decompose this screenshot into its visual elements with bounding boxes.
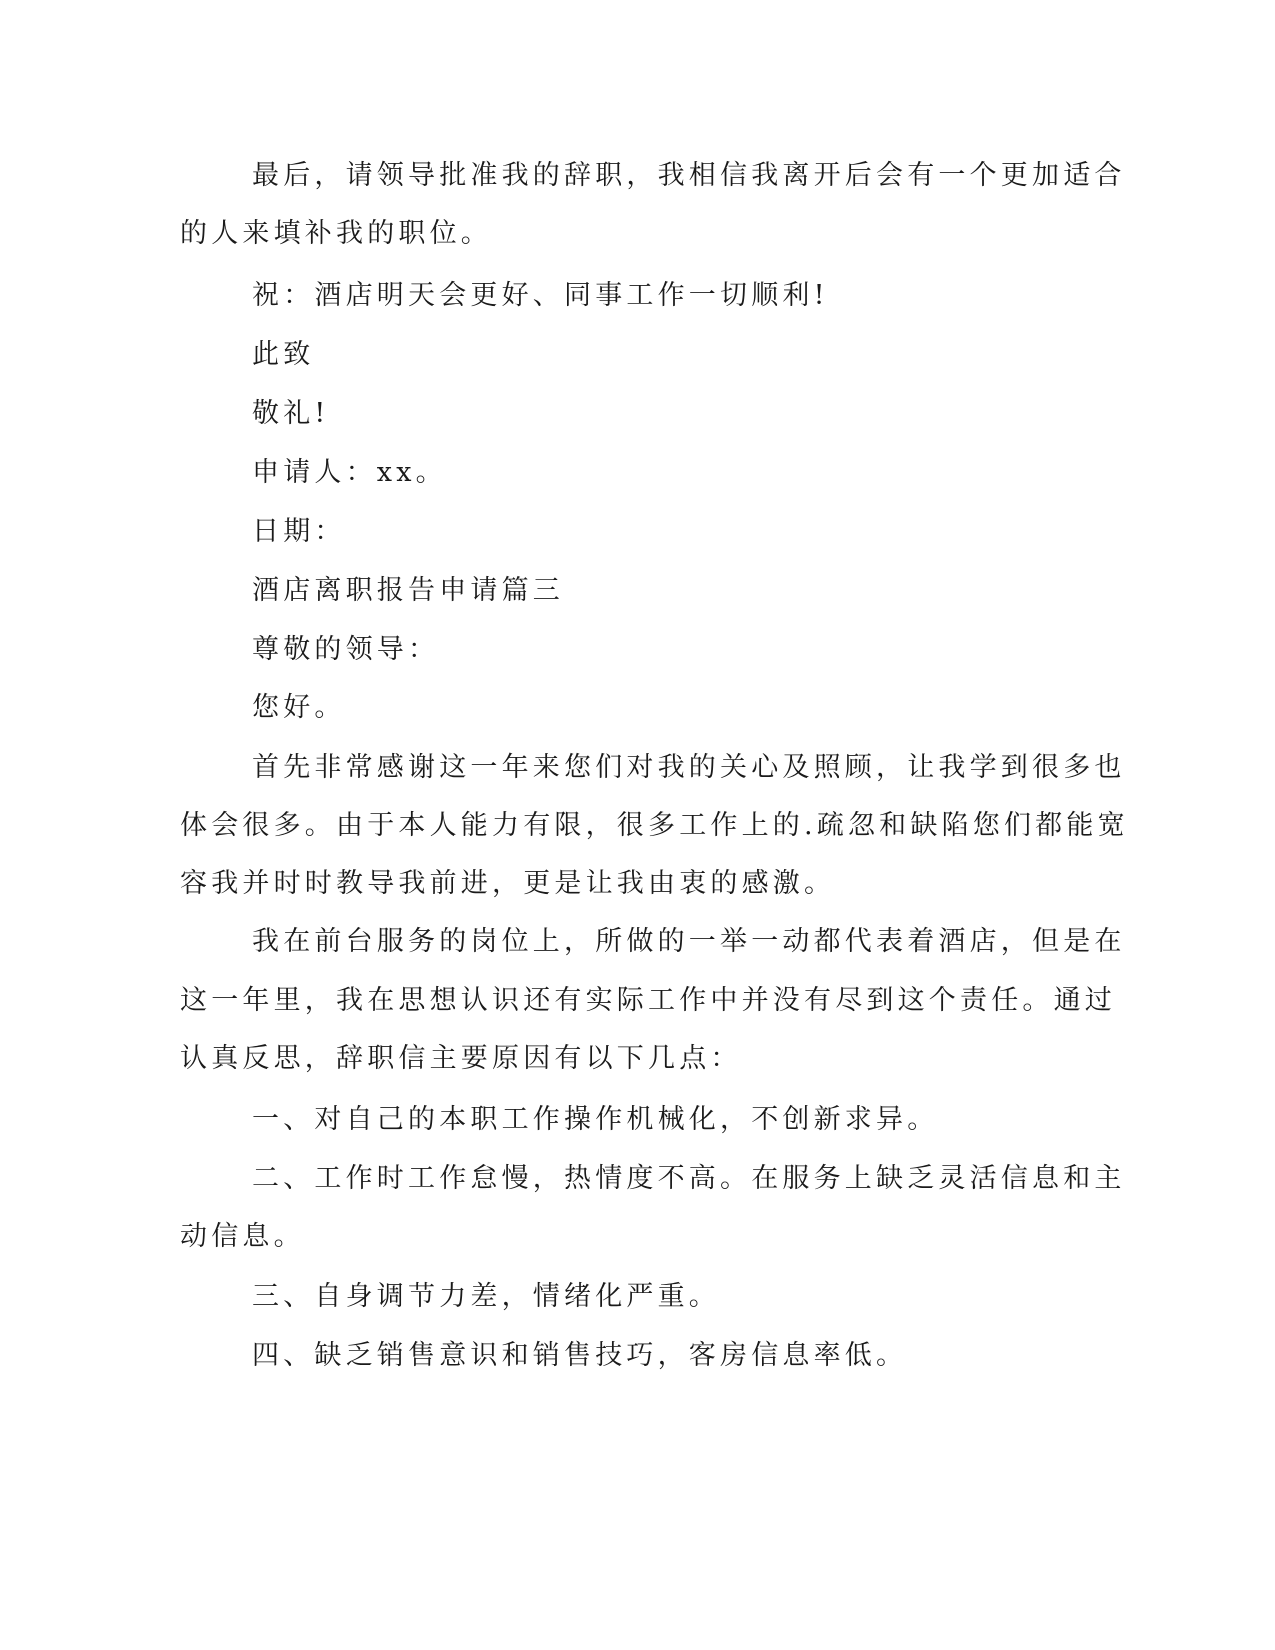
section-title: 酒店离职报告申请篇三 [252, 575, 564, 606]
paragraph-line: 首先非常感谢这一年来您们对我的关心及照顾，让我学到很多也 [252, 752, 1126, 783]
paragraph-line: 容我并时时教导我前进，更是让我由衷的感激。 [180, 868, 836, 899]
paragraph-line: 这一年里，我在思想认识还有实际工作中并没有尽到这个责任。通过 [180, 985, 1116, 1016]
paragraph-line: 申请人：xx。 [252, 457, 447, 488]
paragraph-line: 最后，请领导批准我的辞职，我相信我离开后会有一个更加适合 [252, 160, 1126, 191]
paragraph-line: 尊敬的领导： [252, 634, 440, 665]
paragraph-line: 的人来填补我的职位。 [180, 218, 492, 249]
paragraph-line: 日期： [252, 516, 346, 547]
paragraph-line: 体会很多。由于本人能力有限，很多工作上的.疏忽和缺陷您们都能宽 [180, 810, 1129, 841]
paragraph-line: 动信息。 [180, 1221, 305, 1252]
paragraph-line: 认真反思，辞职信主要原因有以下几点： [180, 1043, 742, 1074]
list-item: 二、工作时工作怠慢，热情度不高。在服务上缺乏灵活信息和主 [252, 1163, 1126, 1194]
paragraph-line: 我在前台服务的岗位上，所做的一举一动都代表着酒店，但是在 [252, 926, 1126, 957]
paragraph-line: 祝：酒店明天会更好、同事工作一切顺利! [252, 280, 829, 311]
paragraph-line: 敬礼! [252, 398, 330, 429]
paragraph-line: 此致 [252, 339, 315, 370]
list-item: 一、对自己的本职工作操作机械化，不创新求异。 [252, 1104, 939, 1135]
paragraph-line: 您好。 [252, 692, 346, 723]
list-item: 三、自身调节力差，情绪化严重。 [252, 1281, 720, 1312]
list-item: 四、缺乏销售意识和销售技巧，客房信息率低。 [252, 1340, 908, 1371]
